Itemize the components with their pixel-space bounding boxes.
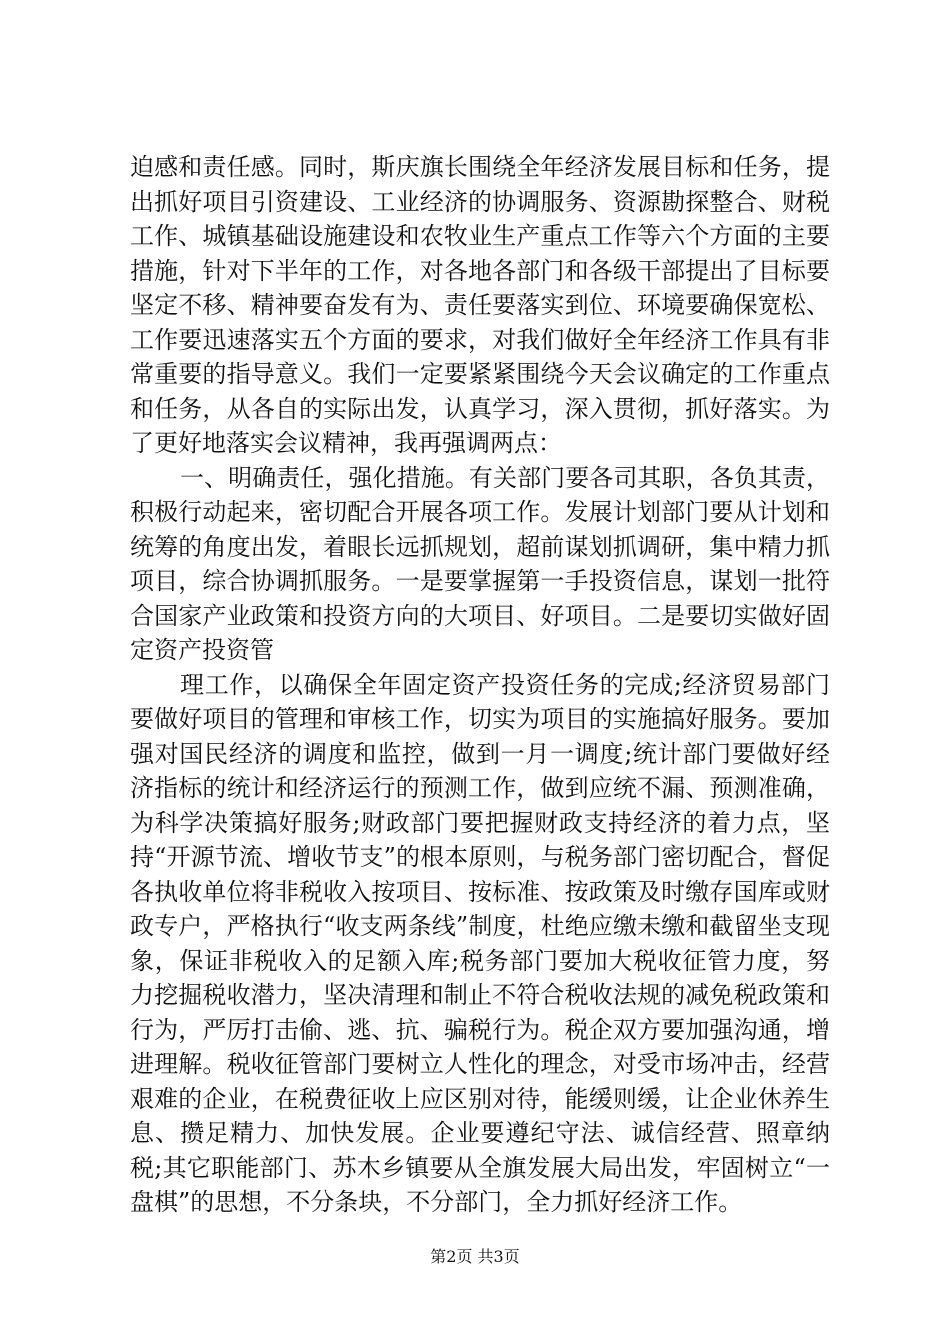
paragraph-section-one-continued: 理工作，以确保全年固定资产投资任务的完成;经济贸易部门要做好项目的管理和审核工作，切实为项目的实施搞好服务。要加强对国民经济的调度和监控，做到一月一调度;统计部门要做好经济指标的统计和经济运行的预测工作，做到应统不漏、预测准确，为科学决策搞好服务;财政部门要把握财政支持经济的着力点，坚持“开源节流、增收节支”的根本原则，与税务部门密切配合，督促各执收单位将非税收入按项目、按标准、按政策及时缴存国库或财政专户，严格执行“收支两条线”制度，杜绝应缴未缴和截留坐支现象，保证非税收入的足额入库;税务部门要加大税收征管力度，努力挖掘税收潜力，坚决清理和制止不符合税收法规的减免税政策和行为，严厉打击偷、逃、抗、骗税行为。税企双方要加强沟通，增进理解。税收征管部门要树立人性化的理念，对受市场冲击，经营艰难的企业，在税费征收上应区别对待，能缓则缓，让企业休养生息、攒足精力、加快发展。企业要遵纪守法、诚信经营、照章纳税;其它职能部门、苏木乡镇要从全旗发展大局出发，牢固树立“一盘棋”的思想，不分条块，不分部门，全力抓好经济工作。 xyxy=(130,670,830,1216)
document-body xyxy=(130,150,830,1220)
page-number-footer: 第2页 共3页 xyxy=(430,1247,520,1266)
paragraph-section-one: 一、明确责任，强化措施。有关部门要各司其职，各负其责，积极行动起来，密切配合开展各项工作。发展计划部门要从计划和统筹的角度出发，着眼长远抓规划，超前谋划抓调研，集中精力抓项目，综合协调抓服务。一是要掌握第一手投资信息，谋划一批符合国家产业政策和投资方向的大项目、好项目。二是要切实做好固定资产投资管 xyxy=(130,463,830,664)
paragraph-continuation: 迫感和责任感。同时，斯庆旗长围绕全年经济发展目标和任务，提出抓好项目引资建设、工业经济的协调服务、资源勘探整合、财税工作、城镇基础设施建设和农牧业生产重点工作等六个方面的主要措施，针对下半年的工作，对各地各部门和各级干部提出了目标要坚定不移、精神要奋发有为、责任要落实到位、环境要确保宽松、工作要迅速落实五个方面的要求，对我们做好全年经济工作具有非常重要的指导意义。我们一定要紧紧围绕今天会议确定的工作重点和任务，从各自的实际出发，认真学习，深入贯彻，抓好落实。为了更好地落实会议精神，我再强调两点： xyxy=(130,153,830,457)
